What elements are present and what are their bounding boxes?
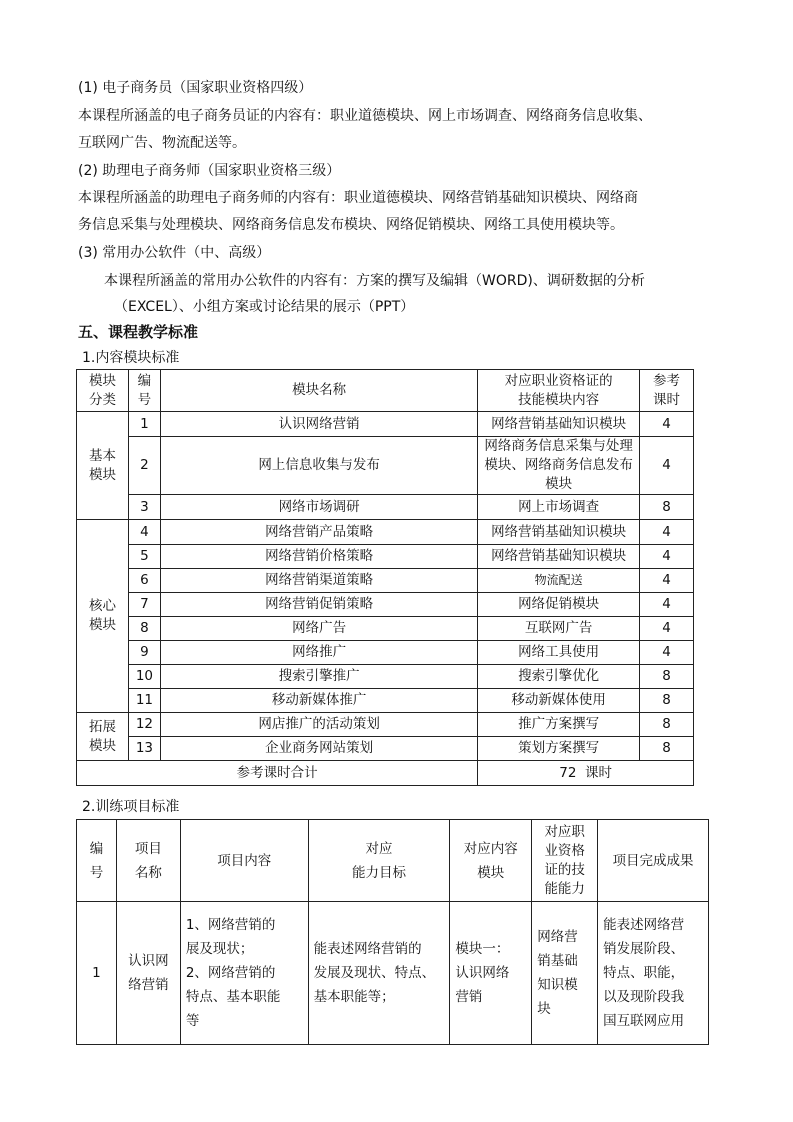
subheading-training-projects: 2.训练项目标准 <box>82 799 180 815</box>
row-cert-ability: 网络营 销基础 知识模 块 <box>532 902 598 1045</box>
para-ecommerce-clerk-title: (1) 电子商务员（国家职业资格四级） <box>78 80 313 96</box>
row-number: 8 <box>128 617 160 641</box>
row-number: 2 <box>128 437 160 495</box>
row-number: 10 <box>128 665 160 689</box>
row-project-content: 1、网络营销的 展及现状； 2、网络营销的 特点、基本职能 等 <box>180 902 308 1045</box>
row-skill: 推广方案撰写 <box>478 713 640 737</box>
table-row <box>77 617 694 641</box>
table-row <box>77 665 694 689</box>
row-hours: 8 <box>640 495 694 520</box>
content-module-table <box>76 369 694 786</box>
row-skill: 移动新媒体使用 <box>478 689 640 713</box>
total-label: 参考课时合计 <box>77 761 478 786</box>
row-module-name: 网络营销产品策略 <box>160 520 477 545</box>
row-module-name: 网店推广的活动策划 <box>160 713 477 737</box>
row-ability-goal: 能表述网络营销的 发展及现状、特点、 基本职能等； <box>308 902 450 1045</box>
row-number: 1 <box>77 902 117 1045</box>
section-heading: 五、课程教学标准 <box>78 323 199 341</box>
header-number: 编 号 <box>128 370 160 412</box>
row-skill: 互联网广告 <box>478 617 640 641</box>
table-row <box>77 495 694 520</box>
table-row <box>77 545 694 569</box>
header-module-name: 模块名称 <box>160 370 477 412</box>
header-cert-ability: 对应职 业资格 证的技 能能力 <box>532 820 598 902</box>
row-module-name: 网络推广 <box>160 641 477 665</box>
row-hours: 4 <box>640 641 694 665</box>
row-hours: 4 <box>640 437 694 495</box>
para-office-title: (3) 常用办公软件（中、高级） <box>78 245 271 261</box>
row-module-name: 搜索引擎推广 <box>160 665 477 689</box>
row-hours: 4 <box>640 520 694 545</box>
category-core: 核心 模块 <box>77 520 129 713</box>
row-skill: 网上市场调查 <box>478 495 640 520</box>
header-ability-goal: 对应 能力目标 <box>308 820 450 902</box>
total-value: 72 课时 <box>478 761 694 786</box>
table-row <box>77 902 709 1045</box>
para-ecommerce-clerk-line2: 互联网广告、物流配送等。 <box>78 135 246 151</box>
row-skill: 网络营销基础知识模块 <box>478 412 640 437</box>
row-number: 4 <box>128 520 160 545</box>
row-project-result: 能表述网络营 销发展阶段、 特点、职能， 以及现阶段我 国互联网应用 <box>598 902 709 1045</box>
row-hours: 8 <box>640 665 694 689</box>
row-skill: 网络工具使用 <box>478 641 640 665</box>
row-module-name: 网络广告 <box>160 617 477 641</box>
row-skill: 策划方案撰写 <box>478 737 640 761</box>
row-module-name: 认识网络营销 <box>160 412 477 437</box>
para-ecommerce-clerk-line1: 本课程所涵盖的电子商务员证的内容有：职业道德模块、网上市场调查、网络商务信息收集、 <box>78 108 652 124</box>
table-row <box>77 412 694 437</box>
row-skill: 网络营销基础知识模块 <box>478 545 640 569</box>
row-number: 7 <box>128 593 160 617</box>
row-hours: 4 <box>640 593 694 617</box>
row-skill: 物流配送 <box>478 569 640 593</box>
row-skill: 网络商务信息采集与处理模块、网络商务信息发布模块 <box>478 437 640 495</box>
para-office-line2: （EXCEL）、小组方案或讨论结果的展示（PPT） <box>114 299 415 315</box>
row-hours: 8 <box>640 689 694 713</box>
row-module-name: 移动新媒体推广 <box>160 689 477 713</box>
para-assistant-line1: 本课程所涵盖的助理电子商务师的内容有：职业道德模块、网络营销基础知识模块、网络商 <box>78 190 638 206</box>
header-category: 模块 分类 <box>77 370 129 412</box>
row-number: 1 <box>128 412 160 437</box>
para-assistant-line2: 务信息采集与处理模块、网络商务信息发布模块、网络促销模块、网络工具使用模块等。 <box>78 217 624 233</box>
table-row <box>77 437 694 495</box>
row-hours: 4 <box>640 545 694 569</box>
row-number: 13 <box>128 737 160 761</box>
subheading-content-modules: 1.内容模块标准 <box>82 350 180 366</box>
table-total-row <box>77 761 694 786</box>
para-office-line1: 本课程所涵盖的常用办公软件的内容有：方案的撰写及编辑（WORD)、调研数据的分析 <box>104 273 645 289</box>
row-number: 9 <box>128 641 160 665</box>
header-project-content: 项目内容 <box>180 820 308 902</box>
table-row <box>77 641 694 665</box>
row-module-name: 网络营销渠道策略 <box>160 569 477 593</box>
row-content-module: 模块一： 认识网络 营销 <box>450 902 532 1045</box>
row-number: 5 <box>128 545 160 569</box>
row-hours: 8 <box>640 713 694 737</box>
header-number: 编 号 <box>77 820 117 902</box>
table-row <box>77 569 694 593</box>
header-project-result: 项目完成成果 <box>598 820 709 902</box>
header-hours: 参考 课时 <box>640 370 694 412</box>
table-row <box>77 593 694 617</box>
table-header-row <box>77 820 709 902</box>
row-hours: 8 <box>640 737 694 761</box>
row-number: 3 <box>128 495 160 520</box>
category-extension: 拓展 模块 <box>77 713 129 761</box>
row-module-name: 网络市场调研 <box>160 495 477 520</box>
row-project-name: 认识网 络营销 <box>116 902 180 1045</box>
category-basic: 基本 模块 <box>77 412 129 520</box>
row-number: 11 <box>128 689 160 713</box>
row-hours: 4 <box>640 412 694 437</box>
row-skill: 网络促销模块 <box>478 593 640 617</box>
row-number: 12 <box>128 713 160 737</box>
row-module-name: 网上信息收集与发布 <box>160 437 477 495</box>
row-skill: 网络营销基础知识模块 <box>478 520 640 545</box>
row-hours: 4 <box>640 569 694 593</box>
header-project-name: 项目 名称 <box>116 820 180 902</box>
table-row <box>77 737 694 761</box>
row-module-name: 企业商务网站策划 <box>160 737 477 761</box>
header-content-module: 对应内容 模块 <box>450 820 532 902</box>
training-project-table <box>76 819 709 1045</box>
row-skill: 搜索引擎优化 <box>478 665 640 689</box>
table-row <box>77 520 694 545</box>
para-assistant-title: (2) 助理电子商务师（国家职业资格三级） <box>78 163 341 179</box>
table-row <box>77 689 694 713</box>
row-module-name: 网络营销促销策略 <box>160 593 477 617</box>
table-header-row <box>77 370 694 412</box>
row-module-name: 网络营销价格策略 <box>160 545 477 569</box>
table-row <box>77 713 694 737</box>
row-hours: 4 <box>640 617 694 641</box>
header-skill: 对应职业资格证的 技能模块内容 <box>478 370 640 412</box>
row-number: 6 <box>128 569 160 593</box>
